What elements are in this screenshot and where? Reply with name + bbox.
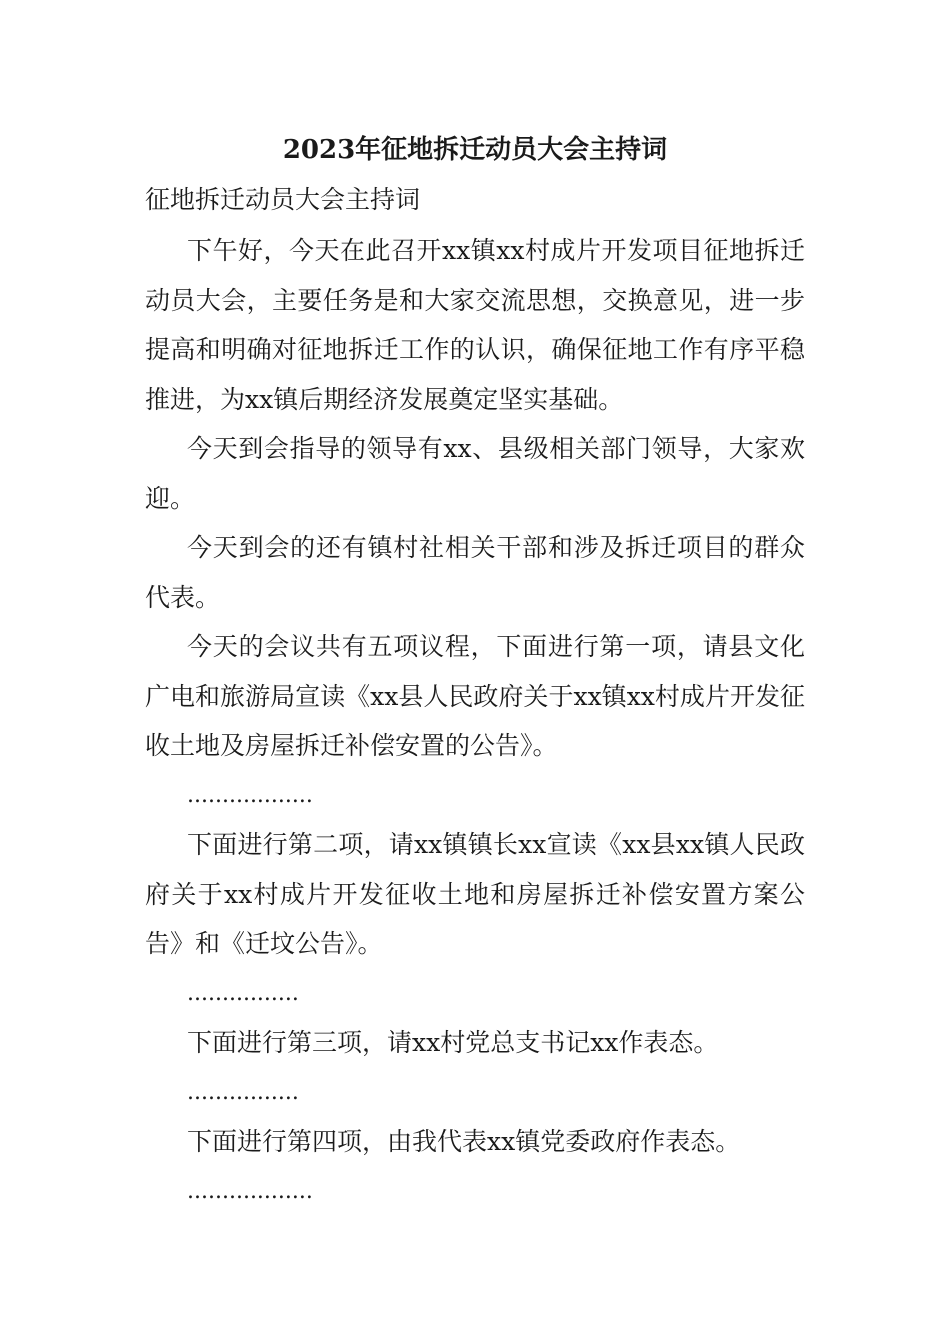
paragraph-agenda-item-3: 下面进行第三项，请xx村党总支书记xx作表态。 [187,1028,719,1057]
document-title: 2023年征地拆迁动员大会主持词 [282,135,668,165]
document-page [145,128,805,1216]
paragraph-opening: 下午好，今天在此召开xx镇xx村成片开发项目征地拆迁动员大会，主要任务是和大家交流思想，交换意见，进一步提高和明确对征地拆迁工作的认识，确保征地工作有序平稳推进，为xx镇后期经济发展奠定坚实基础。 [145,236,805,414]
ellipsis-separator: ................ [187,1079,299,1105]
paragraph-agenda-item-1: 今天的会议共有五项议程，下面进行第一项，请县文化广电和旅游局宣读《xx县人民政府关于xx镇xx村成片开发征收土地及房屋拆迁补偿安置的公告》。 [145,632,805,760]
ellipsis-separator: .................. [187,782,313,808]
paragraph-attendees: 今天到会的还有镇村社相关干部和涉及拆迁项目的群众代表。 [145,533,805,612]
document-subtitle: 征地拆迁动员大会主持词 [145,185,421,214]
paragraph-agenda-item-2: 下面进行第二项，请xx镇镇长xx宣读《xx县xx镇人民政府关于xx村成片开发征收土地和房屋拆迁补偿安置方案公告》和《迁坟公告》。 [145,830,805,958]
ellipsis-separator: .................. [187,1178,313,1204]
ellipsis-separator: ................ [187,980,299,1006]
paragraph-agenda-item-4: 下面进行第四项，由我代表xx镇党委政府作表态。 [187,1127,741,1156]
paragraph-leaders: 今天到会指导的领导有xx、县级相关部门领导，大家欢迎。 [145,434,805,513]
